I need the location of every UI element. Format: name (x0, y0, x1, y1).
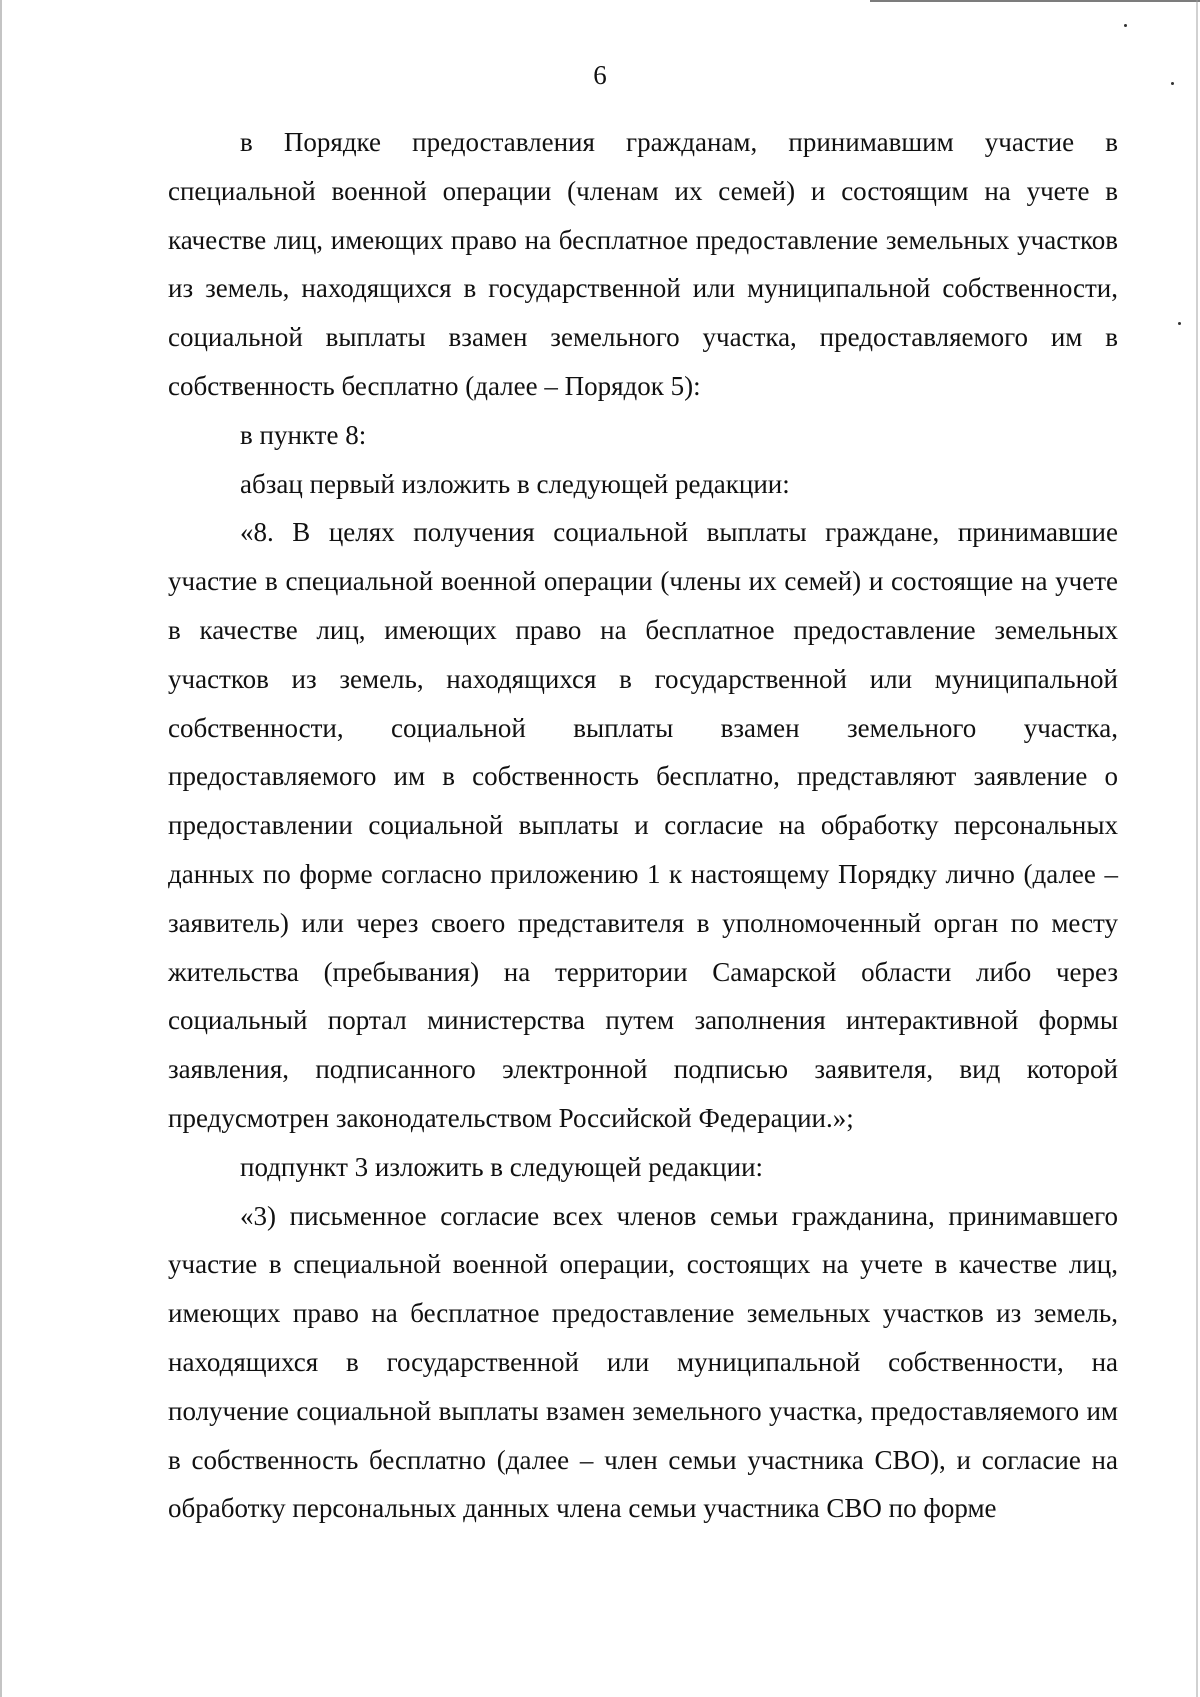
scan-speck (1178, 322, 1181, 325)
document-body (168, 118, 1118, 1533)
paragraph: в пункте 8: (240, 419, 367, 450)
scan-right-edge (1196, 0, 1198, 1697)
paragraph: абзац первый изложить в следующей редакции: (240, 468, 790, 499)
paragraph: в Порядке предоставления гражданам, принимавшим участие в специальной военной операции (членам их семей) и состоящим на учете в качестве лиц, имеющих право на бесплатное предоставление земельных участков из земель, находящихся в государственной или муниципальной собственности, социальной выплаты взамен земельного участка, предоставляемого им в собственность бесплатно (далее – Порядок 5): (168, 127, 1118, 401)
paragraph: «3) письменное согласие всех членов семьи гражданина, принимавшего участие в специальной военной операции, состоящих на учете в качестве лиц, имеющих право на бесплатное предоставление земельных участков из земель, находящихся в государственной или муниципальной собственности, на получение социальной выплаты взамен земельного участка, предоставляемого им в собственность бесплатно (далее – член семьи участника СВО), и согласие на обработку персональных данных члена семьи участника СВО по форме (168, 1200, 1118, 1524)
scan-speck (1124, 24, 1127, 27)
page-number: 6 (593, 60, 607, 90)
scan-left-edge (0, 0, 2, 1697)
paragraph: «8. В целях получения социальной выплаты граждане, принимавшие участие в специальной военной операции (члены их семей) и состоящие на учете в качестве лиц, имеющих право на бесплатное предоставление земельных участков из земель, находящихся в государственной или муниципальной собственности, социальной выплаты взамен земельного участка, предоставляемого им в собственность бесплатно, представляют заявление о предоставлении социальной выплаты и согласие на обработку персональных данных по форме согласно приложению 1 к настоящему Порядку лично (далее – заявитель) или через своего представителя в уполномоченный орган по месту жительства (пребывания) на территории Самарской области либо через социальный портал министерства путем заполнения интерактивной формы заявления, подписанного электронной подписью заявителя, вид которой предусмотрен законодательством Российской Федерации.»; (168, 517, 1118, 1133)
scan-top-line (870, 0, 1200, 2)
paragraph: подпункт 3 изложить в следующей редакции: (240, 1151, 764, 1182)
